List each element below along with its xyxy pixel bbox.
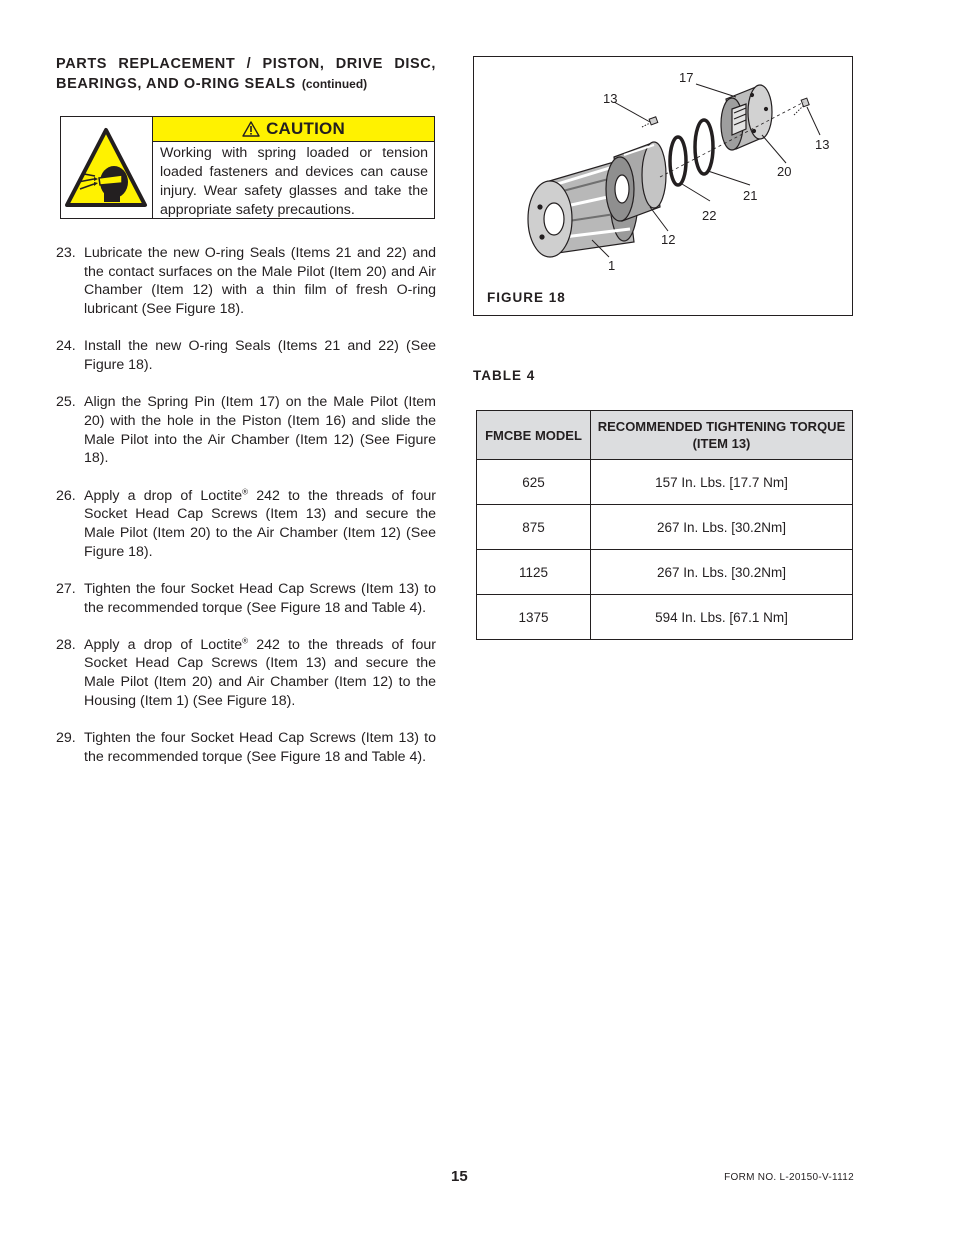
torque-cell: 267 In. Lbs. [30.2Nm] xyxy=(591,550,853,595)
list-item: 23. Lubricate the new O-ring Seals (Items 21 and 22) and the contact surfaces on the Male Pilot (Item 20) and Air Chamber (Item 12) with a thin film of fresh O-ring lubricant (See Figure 18). xyxy=(56,245,436,318)
table-label: TABLE 4 xyxy=(473,368,536,383)
list-item: 26. Apply a drop of Loctite® 242 to the threads of four Socket Head Cap Screws (Item 13) and secure the Male Pilot (Item 20) to the Air Chamber (Item 12) (See Figure 18). xyxy=(56,486,436,560)
safety-glasses-warning-icon xyxy=(61,117,153,218)
air-chamber-part xyxy=(606,142,666,221)
exploded-assembly-diagram xyxy=(474,57,851,314)
caution-title: CAUTION xyxy=(266,119,345,138)
model-cell: 1125 xyxy=(477,550,591,595)
callout-13-right: 13 xyxy=(815,137,830,152)
model-cell: 625 xyxy=(477,460,591,505)
table-row xyxy=(477,550,853,595)
callout-1: 1 xyxy=(608,258,616,273)
callout-21: 21 xyxy=(743,188,758,203)
figure-18 xyxy=(473,56,853,316)
column-header-model: FMCBE MODEL xyxy=(477,411,591,460)
caution-text: Working with spring loaded or tension loaded fasteners and devices can cause injury. Wear safety glasses and take the appropriate safety precautions. xyxy=(160,145,428,218)
callout-22: 22 xyxy=(702,208,717,223)
callout-17: 17 xyxy=(679,70,694,85)
caution-box xyxy=(60,116,435,219)
heading-line-2: BEARINGS, AND O-RING SEALS xyxy=(56,76,296,92)
caution-banner xyxy=(153,117,434,142)
callout-12: 12 xyxy=(661,232,676,247)
page-number: 15 xyxy=(451,1168,468,1185)
torque-cell: 267 In. Lbs. [30.2Nm] xyxy=(591,505,853,550)
heading-continued: (continued) xyxy=(301,77,368,91)
form-number: FORM NO. L-20150-V-1112 xyxy=(724,1172,854,1183)
model-cell: 1375 xyxy=(477,595,591,640)
heading-line-1: PARTS REPLACEMENT / PISTON, DRIVE DISC, xyxy=(56,56,436,72)
table-row xyxy=(477,595,853,640)
figure-caption: FIGURE 18 xyxy=(487,290,566,305)
torque-cell: 157 In. Lbs. [17.7 Nm] xyxy=(591,460,853,505)
screw-13-right xyxy=(794,98,809,115)
column-header-torque: RECOMMENDED TIGHTENING TORQUE (ITEM 13) xyxy=(591,411,853,460)
table-row xyxy=(477,460,853,505)
list-item: 25. Align the Spring Pin (Item 17) on the Male Pilot (Item 20) with the hole in the Piston (Item 16) and slide the Male Pilot into the Air Chamber (Item 12) (See Figure 18). xyxy=(56,394,436,467)
procedure-steps xyxy=(56,244,436,785)
table-header-row xyxy=(477,411,853,460)
section-heading xyxy=(56,54,436,94)
o-ring-22 xyxy=(670,137,686,185)
model-cell: 875 xyxy=(477,505,591,550)
list-item: 27. Tighten the four Socket Head Cap Screws (Item 13) to the recommended torque (See Figure 18 and Table 4). xyxy=(56,580,436,616)
list-item: 29. Tighten the four Socket Head Cap Screws (Item 13) to the recommended torque (See Figure 18 and Table 4). xyxy=(56,730,436,765)
callout-20: 20 xyxy=(777,164,792,179)
torque-cell: 594 In. Lbs. [67.1 Nm] xyxy=(591,595,853,640)
callout-13-left: 13 xyxy=(603,91,618,106)
list-item: 28. Apply a drop of Loctite® 242 to the threads of four Socket Head Cap Screws (Item 13) and secure the Male Pilot (Item 20) and Air Chamber (Item 12) to the Housing (Item 1) (See Figure 18). xyxy=(56,636,436,709)
list-item: 24. Install the new O-ring Seals (Items 21 and 22) (See Figure 18). xyxy=(56,338,436,374)
warning-triangle-icon xyxy=(242,121,260,137)
torque-table xyxy=(476,410,853,640)
table-row xyxy=(477,505,853,550)
